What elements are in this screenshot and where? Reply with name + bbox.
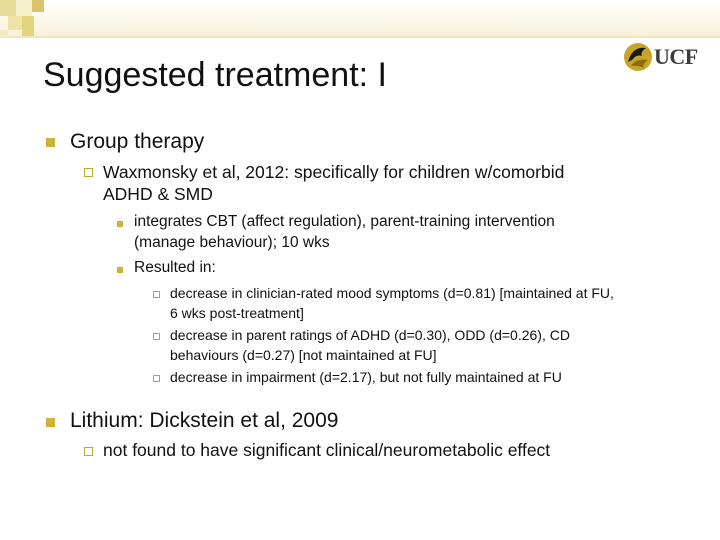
bullet-parent-line1: decrease in parent ratings of ADHD (d=0.30), ODD (d=0.26), CD	[170, 327, 570, 343]
bullet-not-found: not found to have significant clinical/neurometabolic effect	[103, 440, 551, 460]
level3-bullet-icon	[117, 267, 123, 273]
logo-text: UCF	[654, 44, 698, 69]
bullet-mood-line1: decrease in clinician-rated mood symptoms (d=0.81) [maintained at FU,	[170, 285, 614, 301]
level4-bullet-icon	[153, 291, 160, 298]
level1-bullet-icon	[46, 138, 55, 147]
level2-bullet-icon	[84, 168, 93, 177]
bullet-waxmonsky-line2: ADHD & SMD	[103, 184, 213, 204]
bullet-waxmonsky-line1: Waxmonsky et al, 2012: specifically for children w/comorbid	[103, 162, 565, 182]
bullet-integrates-line1: integrates CBT (affect regulation), parent-training intervention	[134, 213, 555, 230]
slide-title: Suggested treatment: I	[43, 56, 387, 94]
bullet-mood-line2: 6 wks post-treatment]	[170, 305, 304, 321]
level4-bullet-icon	[153, 333, 160, 340]
bullet-impairment: decrease in impairment (d=2.17), but not fully maintained at FU	[170, 369, 562, 385]
bullet-resulted: Resulted in:	[134, 259, 216, 276]
level4-bullet-icon	[153, 375, 160, 382]
level3-bullet-icon	[117, 221, 123, 227]
level1-bullet-icon	[46, 418, 55, 427]
bullet-lithium: Lithium: Dickstein et al, 2009	[70, 409, 339, 432]
level2-bullet-icon	[84, 447, 93, 456]
bullet-group-therapy: Group therapy	[70, 130, 205, 153]
bullet-parent-line2: behaviours (d=0.27) [not maintained at FU]	[170, 347, 437, 363]
bullet-integrates-line2: (manage behaviour); 10 wks	[134, 234, 330, 251]
